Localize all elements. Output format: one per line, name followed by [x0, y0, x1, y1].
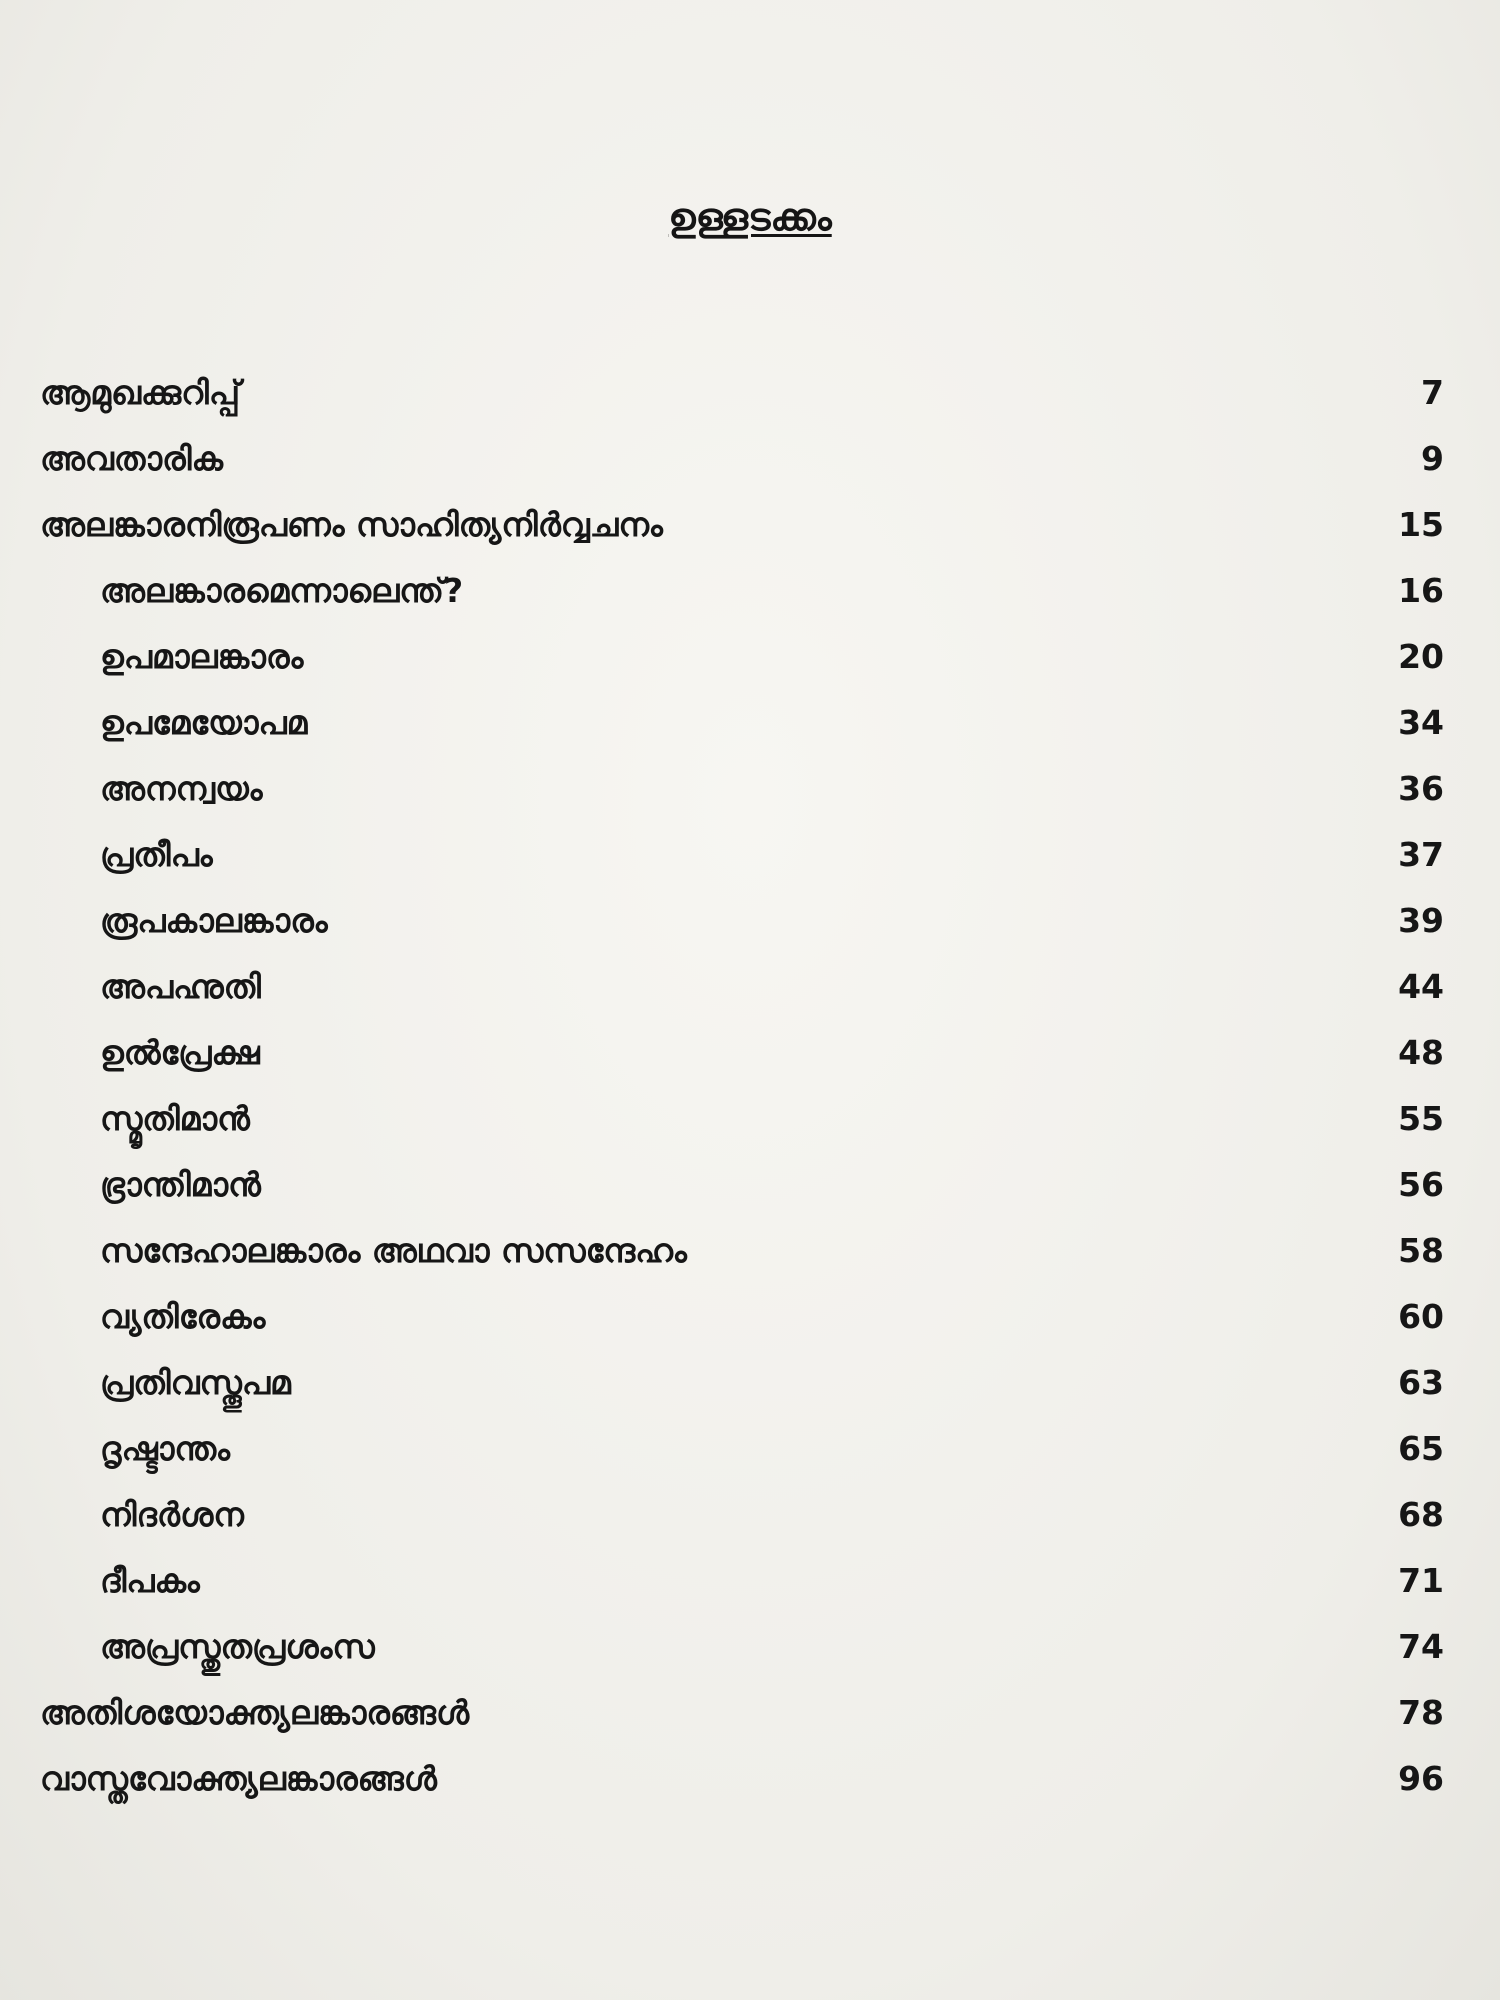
toc-entry-page: 44: [1398, 967, 1444, 1006]
toc-entry-page: 34: [1398, 703, 1444, 742]
toc-entry: [0, 431, 1500, 497]
toc-entry-title: അപഹ്നുതി: [100, 967, 261, 1006]
toc-entry-title: അലങ്കാരമെന്നാലെന്ത്?: [100, 571, 464, 610]
toc-subentry: [0, 827, 1500, 893]
toc-entry-page: 78: [1398, 1693, 1444, 1732]
toc-entry-page: 16: [1398, 571, 1444, 610]
toc-subentry: [0, 1091, 1500, 1157]
toc-subentry: [0, 563, 1500, 629]
toc-entry-page: 15: [1398, 505, 1444, 544]
toc-entry-title: ദീപകം: [100, 1561, 200, 1600]
toc-entry-page: 39: [1398, 901, 1444, 940]
toc-entry-title: പ്രതിവസ്തൂപമ: [100, 1363, 291, 1402]
toc-entry-page: 36: [1398, 769, 1444, 808]
toc-subentry: [0, 959, 1500, 1025]
toc-entry-title: പ്രതീപം: [100, 835, 213, 874]
toc-entry-page: 55: [1398, 1099, 1444, 1138]
toc-entry-title: അതിശയോക്ത്യലങ്കാരങ്ങൾ: [40, 1693, 470, 1732]
toc-entry-title: ഭ്രാന്തിമാൻ: [100, 1165, 261, 1204]
toc-subentry: [0, 1289, 1500, 1355]
toc-entry-page: 9: [1421, 439, 1444, 478]
toc-entry-title: ഉൽപ്രേക്ഷ: [100, 1033, 260, 1072]
toc-entry: [0, 1751, 1500, 1817]
toc-entry: [0, 1685, 1500, 1751]
toc-entry-page: 37: [1398, 835, 1444, 874]
toc-entry-page: 48: [1398, 1033, 1444, 1072]
toc-subentry: [0, 893, 1500, 959]
toc-entry-title: ഉപമേയോപമ: [100, 703, 308, 742]
toc-entry-page: 58: [1398, 1231, 1444, 1270]
toc-entry-title: വാസ്തവോക്ത്യലങ്കാരങ്ങൾ: [40, 1759, 437, 1798]
toc-subentry: [0, 1553, 1500, 1619]
table-of-contents: [0, 365, 1500, 1817]
toc-entry-title: രൂപകാലങ്കാരം: [100, 901, 328, 940]
toc-subentry: [0, 695, 1500, 761]
toc-subentry: [0, 1355, 1500, 1421]
toc-subentry: [0, 1487, 1500, 1553]
toc-entry-page: 68: [1398, 1495, 1444, 1534]
toc-entry: [0, 497, 1500, 563]
toc-entry-title: ദൃഷ്ടാന്തം: [100, 1429, 230, 1468]
toc-entry: [0, 365, 1500, 431]
toc-entry-page: 96: [1398, 1759, 1444, 1798]
toc-subentry: [0, 1025, 1500, 1091]
toc-subentry: [0, 1421, 1500, 1487]
toc-entry-page: 74: [1398, 1627, 1444, 1666]
toc-entry-page: 60: [1398, 1297, 1444, 1336]
toc-entry-title: ആമുഖക്കുറിപ്പ്: [40, 373, 241, 412]
toc-entry-title: അപ്രസ്തുതപ്രശംസ: [100, 1627, 375, 1666]
contents-heading: ഉള്ളടക്കം: [668, 195, 832, 239]
toc-entry-title: സന്ദേഹാലങ്കാരം അഥവാ സസന്ദേഹം: [100, 1231, 687, 1270]
toc-subentry: [0, 1157, 1500, 1223]
toc-entry-title: ഉപമാലങ്കാരം: [100, 637, 304, 676]
toc-entry-page: 71: [1398, 1561, 1444, 1600]
toc-subentry: [0, 1223, 1500, 1289]
toc-entry-title: അനന്വയം: [100, 769, 263, 808]
toc-entry-title: അവതാരിക: [40, 439, 223, 478]
toc-entry-title: നിദർശന: [100, 1495, 244, 1534]
toc-subentry: [0, 761, 1500, 827]
toc-entry-page: 65: [1398, 1429, 1444, 1468]
toc-subentry: [0, 1619, 1500, 1685]
toc-subentry: [0, 629, 1500, 695]
toc-entry-page: 7: [1421, 373, 1444, 412]
toc-entry-title: വ്യതിരേകം: [100, 1297, 266, 1336]
toc-entry-title: അലങ്കാരനിരൂപണം സാഹിത്യനിർവ്വചനം: [40, 505, 663, 544]
toc-entry-page: 20: [1398, 637, 1444, 676]
toc-entry-title: സ്മൃതിമാൻ: [100, 1099, 250, 1138]
toc-entry-page: 63: [1398, 1363, 1444, 1402]
toc-entry-page: 56: [1398, 1165, 1444, 1204]
